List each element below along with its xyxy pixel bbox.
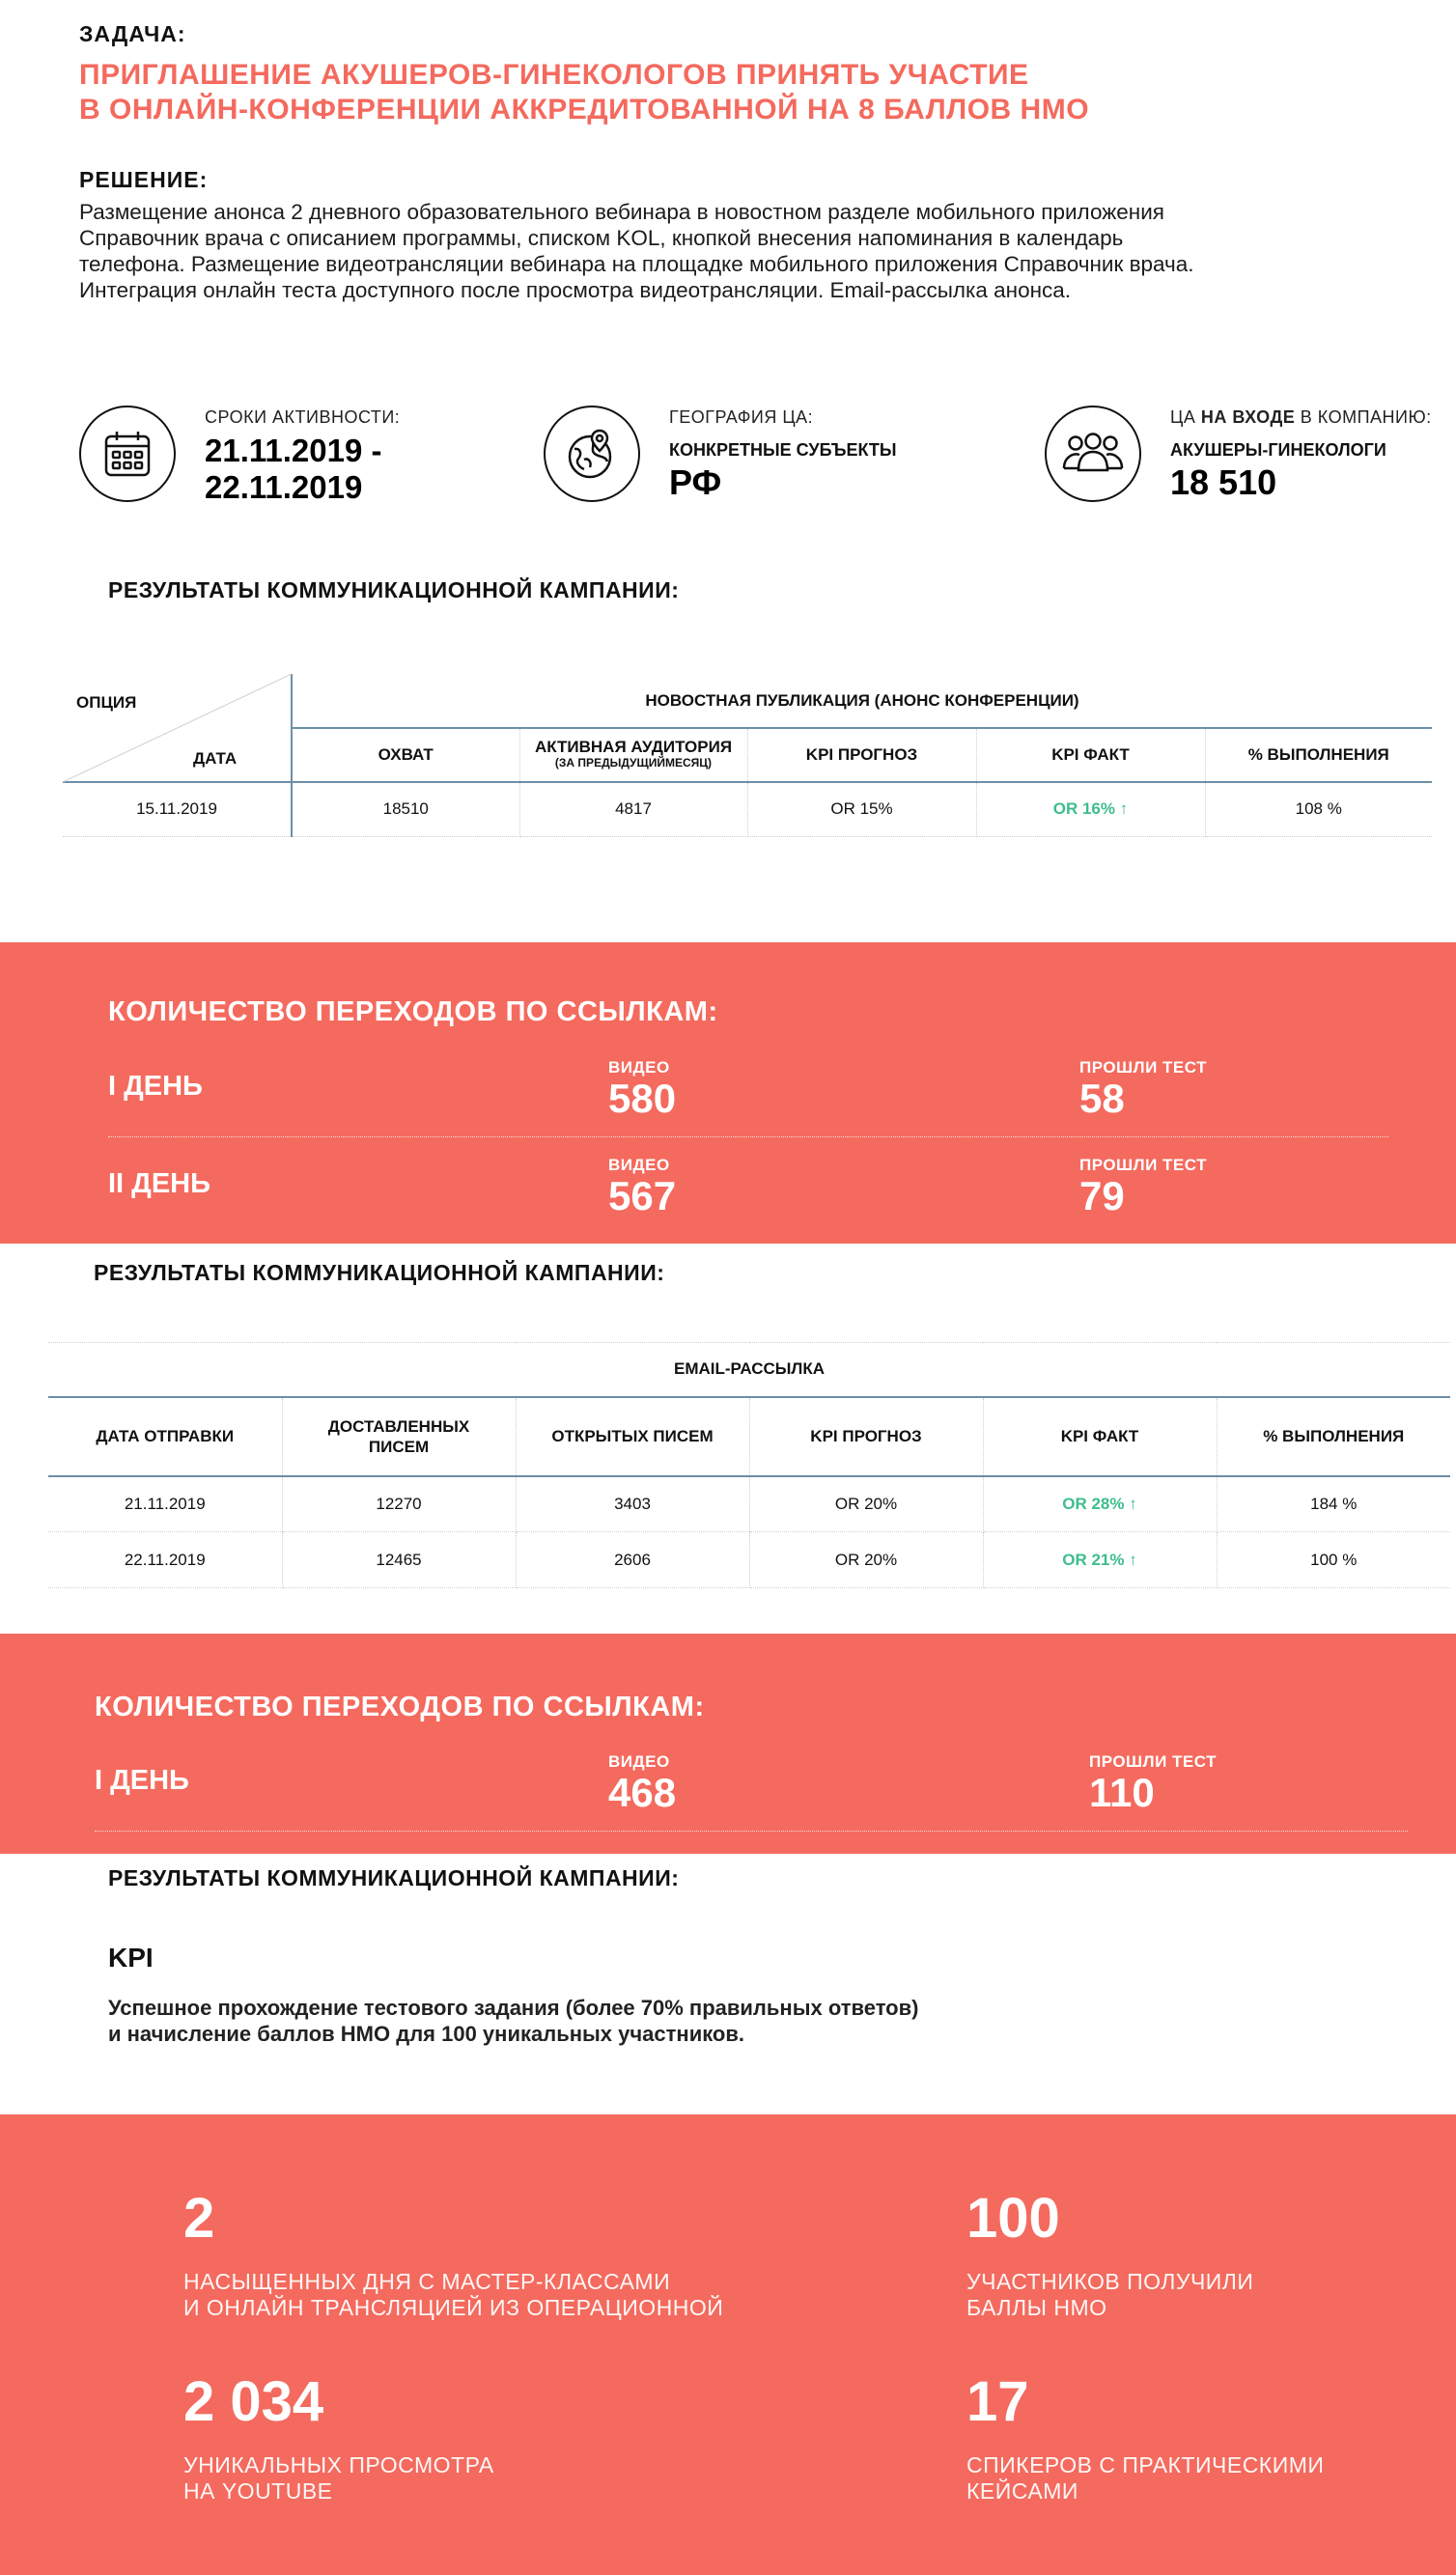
fact-days-line-2: И ОНЛАЙН ТРАНСЛЯЦИЕЙ ИЗ ОПЕРАЦИОННОЙ <box>183 2295 724 2320</box>
cell-forecast: OR 20% <box>749 1476 983 1532</box>
globe-pin-icon <box>544 406 640 502</box>
period-line-2: 22.11.2019 <box>205 469 363 505</box>
band1-title: КОЛИЧЕСТВО ПЕРЕХОДОВ ПО ССЫЛКАМ: <box>108 996 718 1027</box>
period-value <box>205 433 382 506</box>
summary-facts-band <box>0 2114 1456 2575</box>
task-title <box>79 58 1431 127</box>
period-line-1: 21.11.2019 - <box>205 433 382 468</box>
fact-speakers-number: 17 <box>966 2370 1029 2433</box>
people-icon <box>1045 406 1141 502</box>
cell-percent: 184 % <box>1217 1476 1450 1532</box>
header-option: ОПЦИЯ <box>76 693 137 712</box>
solution-line-4: Интеграция онлайн теста доступного после просмотра видеотрансляции. Email-рассылка анонса. <box>79 278 1072 302</box>
band1-day2-video: 567 <box>608 1173 677 1218</box>
cell-active: 4817 <box>519 782 747 836</box>
audience-label-bold: НА ВХОДЕ <box>1200 407 1296 427</box>
band1-day2-test-label: ПРОШЛИ ТЕСТ <box>1079 1156 1207 1174</box>
link-clicks-band-1 <box>0 942 1456 1244</box>
band2-day1: I ДЕНЬ <box>95 1765 189 1796</box>
fact-speakers-line-2: КЕЙСАМИ <box>966 2478 1078 2504</box>
fact-participants-line-2: БАЛЛЫ НМО <box>966 2295 1107 2320</box>
cell-fact: OR 16% ↑ <box>976 782 1205 836</box>
header-email-group: EMAIL-РАССЫЛКА <box>48 1343 1450 1397</box>
band1-divider <box>108 1136 1388 1137</box>
header-delivered <box>282 1397 516 1476</box>
cell-opened: 2606 <box>516 1532 749 1588</box>
cell-forecast: OR 15% <box>747 782 976 836</box>
results-title-3: РЕЗУЛЬТАТЫ КОММУНИКАЦИОННОЙ КАМПАНИИ: <box>108 1865 680 1890</box>
header-kpi-forecast: KPI ПРОГНОЗ <box>747 728 976 782</box>
band1-day1-video-label: ВИДЕО <box>608 1058 670 1077</box>
fact-days-number: 2 <box>183 2187 215 2250</box>
cell-fact: OR 28% ↑ <box>983 1476 1217 1532</box>
header-delivered-line-2: ПИСЕМ <box>368 1437 430 1456</box>
kpi-line-2: и начисление баллов НМО для 100 уникальных участников. <box>108 2022 745 2046</box>
header-percent: % ВЫПОЛНЕНИЯ <box>1205 728 1432 782</box>
audience-label-pre: ЦА <box>1170 407 1201 427</box>
cell-date: 22.11.2019 <box>48 1532 282 1588</box>
header-delivered-line-1: ДОСТАВЛЕННЫХ <box>327 1416 470 1436</box>
cell-forecast: OR 20% <box>749 1532 983 1588</box>
table-row <box>48 1532 1450 1588</box>
header-active-sub: (ЗА ПРЕДЫДУЩИЙМЕСЯЦ) <box>554 756 713 770</box>
geo-value: РФ <box>669 462 722 502</box>
fact-views-number: 2 034 <box>183 2370 324 2433</box>
header-reach: ОХВАТ <box>292 728 519 782</box>
header-percent: % ВЫПОЛНЕНИЯ <box>1217 1397 1450 1476</box>
audience-value: 18 510 <box>1170 462 1277 502</box>
band2-day1-video: 468 <box>608 1770 677 1815</box>
cell-fact: OR 21% ↑ <box>983 1532 1217 1588</box>
band2-day1-test-label: ПРОШЛИ ТЕСТ <box>1089 1752 1217 1771</box>
cell-percent: 100 % <box>1217 1532 1450 1588</box>
table-row <box>63 782 1432 836</box>
audience-label <box>1170 407 1432 428</box>
cell-opened: 3403 <box>516 1476 749 1532</box>
calendar-icon <box>79 406 176 502</box>
results-title-2: РЕЗУЛЬТАТЫ КОММУНИКАЦИОННОЙ КАМПАНИИ: <box>94 1260 665 1285</box>
task-label: ЗАДАЧА: <box>79 21 186 46</box>
cell-date: 15.11.2019 <box>63 782 292 836</box>
solution-text <box>79 199 1373 303</box>
cell-percent: 108 % <box>1205 782 1432 836</box>
header-news-group: НОВОСТНАЯ ПУБЛИКАЦИЯ (АНОНС КОНФЕРЕНЦИИ) <box>292 674 1432 728</box>
header-kpi-fact: KPI ФАКТ <box>983 1397 1217 1476</box>
fact-speakers-line-1: СПИКЕРОВ С ПРАКТИЧЕСКИМИ <box>966 2452 1325 2477</box>
band1-day1: I ДЕНЬ <box>108 1071 203 1102</box>
fact-days-text <box>183 2269 723 2321</box>
task-title-line-2: В ОНЛАЙН-КОНФЕРЕНЦИИ АККРЕДИТОВАННОЙ НА 8 БАЛЛОВ НМО <box>79 94 1090 126</box>
fact-views-line-1: УНИКАЛЬНЫХ ПРОСМОТРА <box>183 2452 494 2477</box>
solution-line-1: Размещение анонса 2 дневного образовательного вебинара в новостном разделе мобильного приложения <box>79 200 1164 224</box>
header-opened: ОТКРЫТЫХ ПИСЕМ <box>516 1397 749 1476</box>
fact-participants-text <box>966 2269 1253 2321</box>
header-active-title: АКТИВНАЯ АУДИТОРИЯ <box>534 738 733 756</box>
kpi-description <box>108 1995 1074 2047</box>
news-publication-table <box>63 674 1432 837</box>
band2-title: КОЛИЧЕСТВО ПЕРЕХОДОВ ПО ССЫЛКАМ: <box>95 1692 705 1722</box>
table-row <box>48 1476 1450 1532</box>
results-title-1: РЕЗУЛЬТАТЫ КОММУНИКАЦИОННОЙ КАМПАНИИ: <box>108 577 680 602</box>
audience-sub: АКУШЕРЫ-ГИНЕКОЛОГИ <box>1170 440 1386 460</box>
band1-day2-test: 79 <box>1079 1173 1125 1218</box>
option-date-corner-cell <box>63 674 292 782</box>
header-send-date: ДАТА ОТПРАВКИ <box>48 1397 282 1476</box>
band2-day1-video-label: ВИДЕО <box>608 1752 670 1771</box>
band2-divider <box>95 1831 1408 1832</box>
fact-participants-line-1: УЧАСТНИКОВ ПОЛУЧИЛИ <box>966 2269 1254 2294</box>
header-kpi-forecast: KPI ПРОГНОЗ <box>749 1397 983 1476</box>
fact-speakers-text <box>966 2452 1324 2505</box>
fact-days-line-1: НАСЫЩЕННЫХ ДНЯ С МАСТЕР-КЛАССАМИ <box>183 2269 671 2294</box>
header-active-audience <box>519 728 747 782</box>
cell-delivered: 12270 <box>282 1476 516 1532</box>
fact-views-text <box>183 2452 494 2505</box>
band1-day1-test-label: ПРОШЛИ ТЕСТ <box>1079 1058 1207 1077</box>
solution-label: РЕШЕНИЕ: <box>79 167 209 192</box>
band2-day1-test: 110 <box>1089 1770 1155 1815</box>
band1-day2-video-label: ВИДЕО <box>608 1156 670 1174</box>
corner-diagonal <box>63 674 292 782</box>
fact-participants-number: 100 <box>966 2187 1060 2250</box>
task-title-line-1: ПРИГЛАШЕНИЕ АКУШЕРОВ-ГИНЕКОЛОГОВ ПРИНЯТЬ УЧАСТИЕ <box>79 59 1029 91</box>
period-label: СРОКИ АКТИВНОСТИ: <box>205 407 401 427</box>
cell-reach: 18510 <box>292 782 519 836</box>
band1-day1-test: 58 <box>1079 1076 1125 1121</box>
kpi-line-1: Успешное прохождение тестового задания (более 70% правильных ответов) <box>108 1996 919 2020</box>
solution-line-2: Справочник врача с описанием программы, списком KOL, кнопкой внесения напоминания в календарь <box>79 226 1124 250</box>
band1-day1-video: 580 <box>608 1076 677 1121</box>
geo-sub: КОНКРЕТНЫЕ СУБЪЕКТЫ <box>669 440 897 460</box>
solution-line-3: телефона. Размещение видеотрансляции вебинара на площадке мобильного приложения Справочник врача. <box>79 252 1194 276</box>
kpi-title: KPI <box>108 1943 154 1973</box>
email-campaign-table <box>48 1342 1450 1588</box>
link-clicks-band-2 <box>0 1634 1456 1854</box>
cell-delivered: 12465 <box>282 1532 516 1588</box>
header-date: ДАТА <box>193 749 238 768</box>
audience-label-post: В КОМПАНИЮ: <box>1295 407 1432 427</box>
fact-views-line-2: НА YOUTUBE <box>183 2478 333 2504</box>
band1-day2: II ДЕНЬ <box>108 1168 210 1199</box>
cell-date: 21.11.2019 <box>48 1476 282 1532</box>
geo-label: ГЕОГРАФИЯ ЦА: <box>669 407 814 427</box>
header-kpi-fact: KPI ФАКТ <box>976 728 1205 782</box>
